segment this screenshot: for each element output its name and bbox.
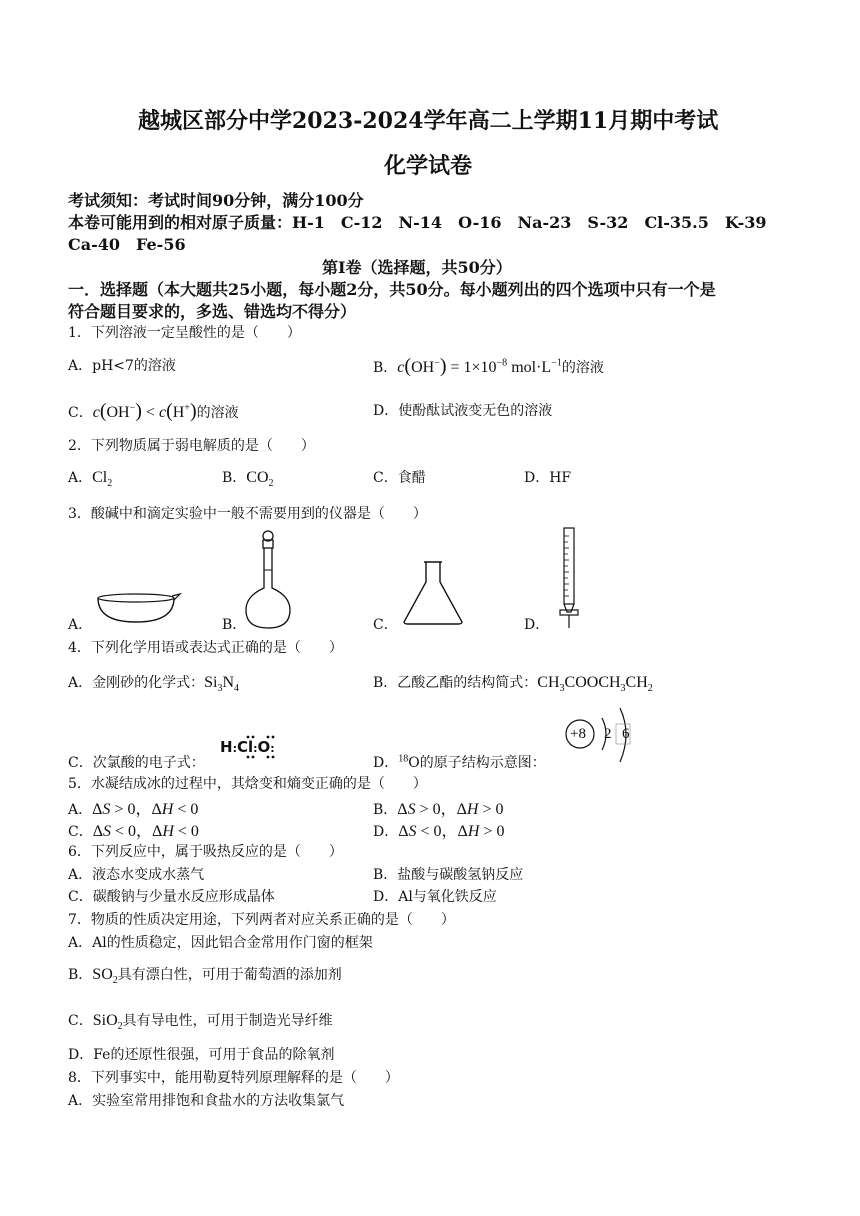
q4-d-mass-number: 18 — [398, 753, 409, 765]
nucleus-charge: +8 — [570, 726, 586, 742]
section-heading: 第Ⅰ卷（选择题，共50分） — [322, 258, 512, 277]
q5-stem: 5．水凝结成冰的过程中，其焓变和熵变正确的是（ ） — [68, 776, 427, 792]
hclo-dots-icon — [232, 735, 282, 761]
q4-option-c: C．次氯酸的电子式： — [68, 755, 205, 771]
section-instruction-1: 一．选择题（本大题共25小题，每小题2分，共50分。每小题列出的四个选项中只有一个是 — [68, 280, 716, 299]
q5-a-formula: ΔS > 0，ΔH < 0 — [92, 801, 199, 818]
q5-option-d: D．ΔS < 0，ΔH > 0 — [373, 823, 505, 840]
q5-d-formula: ΔS < 0，ΔH > 0 — [398, 823, 505, 840]
q4-stem: 4．下列化学用语或表达式正确的是（ ） — [68, 640, 343, 656]
q5-option-c: C．ΔS < 0，ΔH < 0 — [68, 823, 199, 840]
q4-option-d: D．$^{18}$O的原子结构示意图： — [373, 753, 546, 771]
q2-stem: 2．下列物质属于弱电解质的是（ ） — [68, 438, 315, 454]
q7-option-d: D．Fe的还原性很强，可用于食品的除氧剂 — [68, 1047, 335, 1063]
q2-option-d: D．HF — [524, 470, 572, 486]
q4-option-b: B．乙酸乙酯的结构简式：$CH_3COOCH_3CH_2$ — [373, 674, 653, 695]
q5-c-formula: ΔS < 0，ΔH < 0 — [92, 823, 199, 840]
q2-option-c: C．食醋 — [373, 470, 426, 486]
exam-notice: 考试须知：考试时间90分钟，满分100分 — [68, 191, 364, 210]
shell-2-electrons: 6 — [622, 726, 630, 742]
q1-option-d: D．使酚酞试液变无色的溶液 — [373, 403, 553, 419]
q5-b-formula: ΔS > 0，ΔH > 0 — [397, 801, 504, 818]
q6-option-a: A．液态水变成水蒸气 — [68, 867, 205, 883]
q3-option-d: D． — [524, 617, 550, 633]
q1-stem: 1．下列溶液一定呈酸性的是（ ） — [68, 325, 301, 341]
atomic-masses-line1: 本卷可能用到的相对原子质量：H-1 C-12 N-14 O-16 Na-23 S-32 Cl-35.5 K-39 — [68, 213, 767, 232]
exam-subtitle: 化学试卷 — [384, 153, 473, 179]
hclo-electron-formula-icon: H:Cl:O: — [220, 738, 275, 756]
q7-b-formula: $SO_2$ — [92, 966, 118, 987]
q5-option-a: A．ΔS > 0，ΔH < 0 — [68, 801, 199, 818]
q3-stem: 3．酸碱中和滴定实验中一般不需要用到的仪器是（ ） — [68, 506, 427, 522]
exam-title: 越城区部分中学2023-2024学年高二上学期11月期中考试 — [138, 108, 719, 134]
q3-option-a: A． — [68, 617, 93, 633]
q4-b-formula: $CH_3COOCH_3CH_2$ — [537, 674, 653, 695]
q8-stem: 8．下列事实中，能用勒夏特列原理解释的是（ ） — [68, 1070, 399, 1086]
q1-option-c: C．c(OH−) < c(H+)的溶液 — [68, 400, 239, 422]
section-instruction-2: 符合题目要求的，多选、错选均不得分） — [68, 302, 357, 321]
atomic-masses-line2: Ca-40 Fe-56 — [68, 235, 186, 254]
evaporating-dish-icon — [96, 590, 180, 628]
volumetric-flask-icon — [244, 530, 292, 630]
q6-option-d: D．Al与氧化铁反应 — [373, 889, 497, 905]
q4-a-formula: $Si_3N_4$ — [204, 674, 240, 695]
q8-option-a: A．实验室常用排饱和食盐水的方法收集氯气 — [68, 1093, 345, 1109]
q6-option-c: C．碳酸钠与少量水反应形成晶体 — [68, 889, 275, 905]
q6-option-b: B．盐酸与碳酸氢钠反应 — [373, 867, 524, 883]
erlenmeyer-flask-icon — [402, 560, 464, 626]
q7-option-a: A．Al的性质稳定，因此铝合金常用作门窗的框架 — [68, 935, 373, 951]
q4-option-a: A．金刚砂的化学式：$Si_3N_4$ — [68, 674, 240, 695]
q2-b-formula: $CO_2$ — [246, 469, 274, 490]
shell-1-electrons: 2 — [604, 726, 612, 742]
q7-option-b: B．$SO_2$具有漂白性，可用于葡萄酒的添加剂 — [68, 966, 342, 987]
q2-option-a: A．$Cl_2$ — [68, 469, 113, 490]
q2-option-b: B．$CO_2$ — [222, 469, 274, 490]
q7-c-formula: SiO$_2$ — [92, 1012, 123, 1033]
q6-stem: 6．下列反应中，属于吸热反应的是（ ） — [68, 844, 343, 860]
q3-option-b: B． — [222, 617, 247, 633]
burette-icon — [556, 526, 586, 630]
q1-c-formula: c(OH−) < c(H+) — [92, 400, 197, 422]
q1-b-formula: $c(OH^-) = 1\times 10^{-8}$ $mol\cdot L^{-1}$ — [397, 355, 562, 377]
q7-option-c: C．SiO$_2$具有导电性，可用于制造光导纤维 — [68, 1012, 333, 1033]
q1-option-a: A．pH<7的溶液 — [68, 358, 176, 374]
q1-option-b: B．$c(OH^-) = 1\times 10^{-8}$ $mol\cdot L^{-1}$的溶液 — [373, 355, 604, 377]
q7-stem: 7．物质的性质决定用途，下列两者对应关系正确的是（ ） — [68, 912, 455, 928]
q2-a-formula: $Cl_2$ — [92, 469, 113, 490]
q5-option-b: B．ΔS > 0，ΔH > 0 — [373, 801, 504, 818]
q3-option-c: C． — [373, 617, 398, 633]
